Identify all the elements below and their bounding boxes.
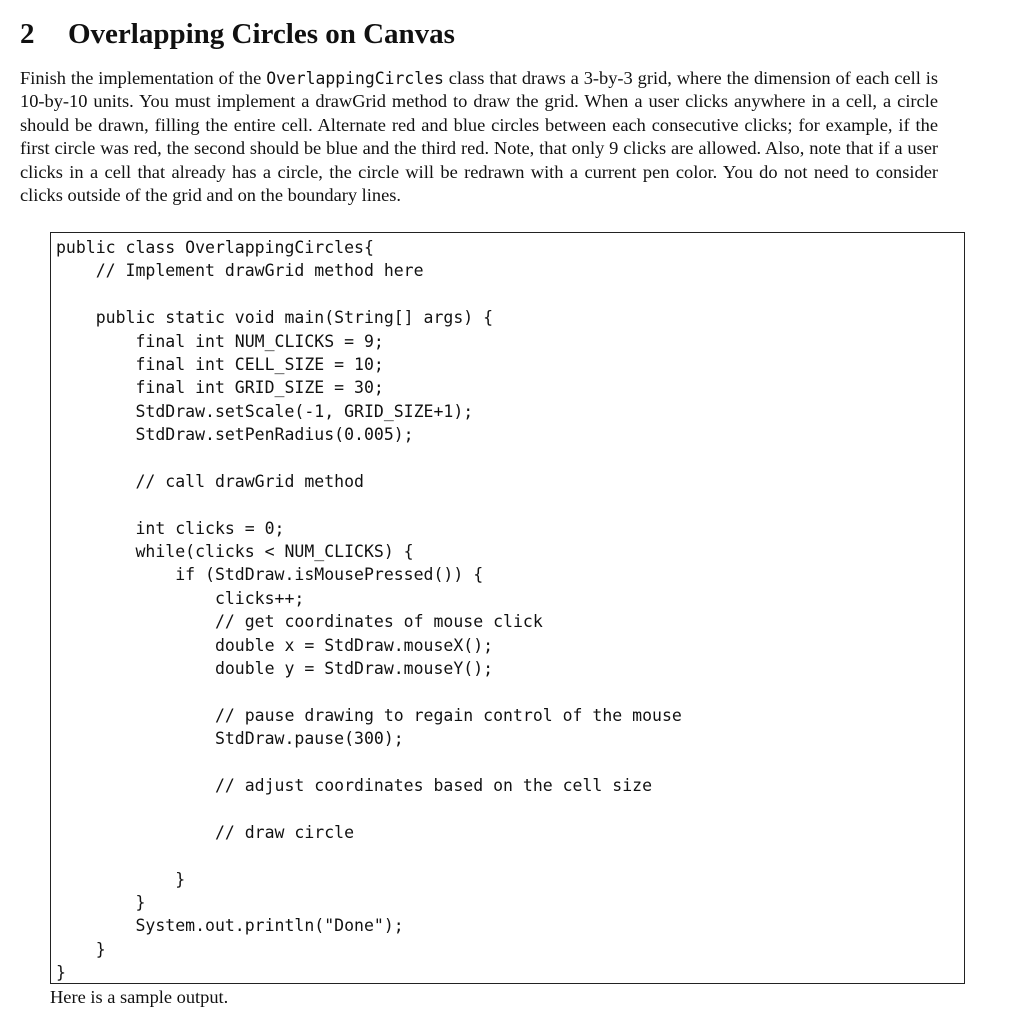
code-line: clicks++; xyxy=(56,588,305,608)
code-line: while(clicks < NUM_CLICKS) { xyxy=(56,542,414,562)
code-line xyxy=(56,447,682,470)
code-line xyxy=(56,751,682,774)
section-number: 2 xyxy=(20,18,35,50)
code-line: final int NUM_CLICKS = 9; xyxy=(56,331,384,351)
intro-text-start: Finish the implementation of the xyxy=(20,68,267,88)
code-line: if (StdDraw.isMousePressed()) { xyxy=(56,565,484,585)
code-line: } xyxy=(56,963,66,983)
code-line: public class OverlappingCircles{ xyxy=(56,238,374,257)
code-line: } xyxy=(56,939,106,959)
sample-output-caption: Here is a sample output. xyxy=(50,987,229,1007)
code-line: System.out.println("Done"); xyxy=(56,916,404,936)
code-line: StdDraw.pause(300); xyxy=(56,729,404,749)
code-line: final int GRID_SIZE = 30; xyxy=(56,378,384,398)
code-line xyxy=(56,797,682,820)
intro-text-rest: class that draws a 3-by-3 grid, where the dimension of each cell is 10-by-10 units. You must implement a drawGrid method to draw the grid. When a user clicks anywhere in a cell, a circle should be drawn, filling the entire cell. Alternate red and blue circles between each consecutive clicks; for example, if the first circle was red, the second should be blue and the third red. Note, that only 9 clicks are allowed. Also, note that if a user clicks in a cell that already has a circle, the circle will be redrawn with a current pen color. You do not need to consider clicks outside of the grid and on the boundary lines. xyxy=(20,68,939,206)
code-line: // Implement drawGrid method here xyxy=(56,261,424,281)
code-line: // call drawGrid method xyxy=(56,471,364,491)
code-line: double y = StdDraw.mouseY(); xyxy=(56,659,494,679)
code-line: // adjust coordinates based on the cell size xyxy=(56,775,653,795)
code-line: final int CELL_SIZE = 10; xyxy=(56,354,384,374)
code-line: double x = StdDraw.mouseX(); xyxy=(56,635,494,655)
section-heading xyxy=(20,14,455,54)
code-line: // draw circle xyxy=(56,822,355,842)
code-line: StdDraw.setScale(-1, GRID_SIZE+1); xyxy=(56,401,474,421)
code-line: } xyxy=(56,869,186,889)
intro-paragraph xyxy=(20,67,938,207)
code-line xyxy=(56,493,682,516)
code-line: StdDraw.setPenRadius(0.005); xyxy=(56,425,414,445)
code-line: // get coordinates of mouse click xyxy=(56,612,543,632)
code-line xyxy=(56,844,682,867)
code-line xyxy=(56,283,682,306)
code-line: int clicks = 0; xyxy=(56,518,285,538)
section-title: Overlapping Circles on Canvas xyxy=(68,18,455,50)
code-line xyxy=(56,680,682,703)
code-listing-box xyxy=(50,232,965,984)
class-name-code: OverlappingCircles xyxy=(266,69,444,88)
code-listing xyxy=(56,236,682,985)
code-line: // pause drawing to regain control of the mouse xyxy=(56,705,682,725)
code-line: } xyxy=(56,892,146,912)
code-line: public static void main(String[] args) { xyxy=(56,308,494,328)
